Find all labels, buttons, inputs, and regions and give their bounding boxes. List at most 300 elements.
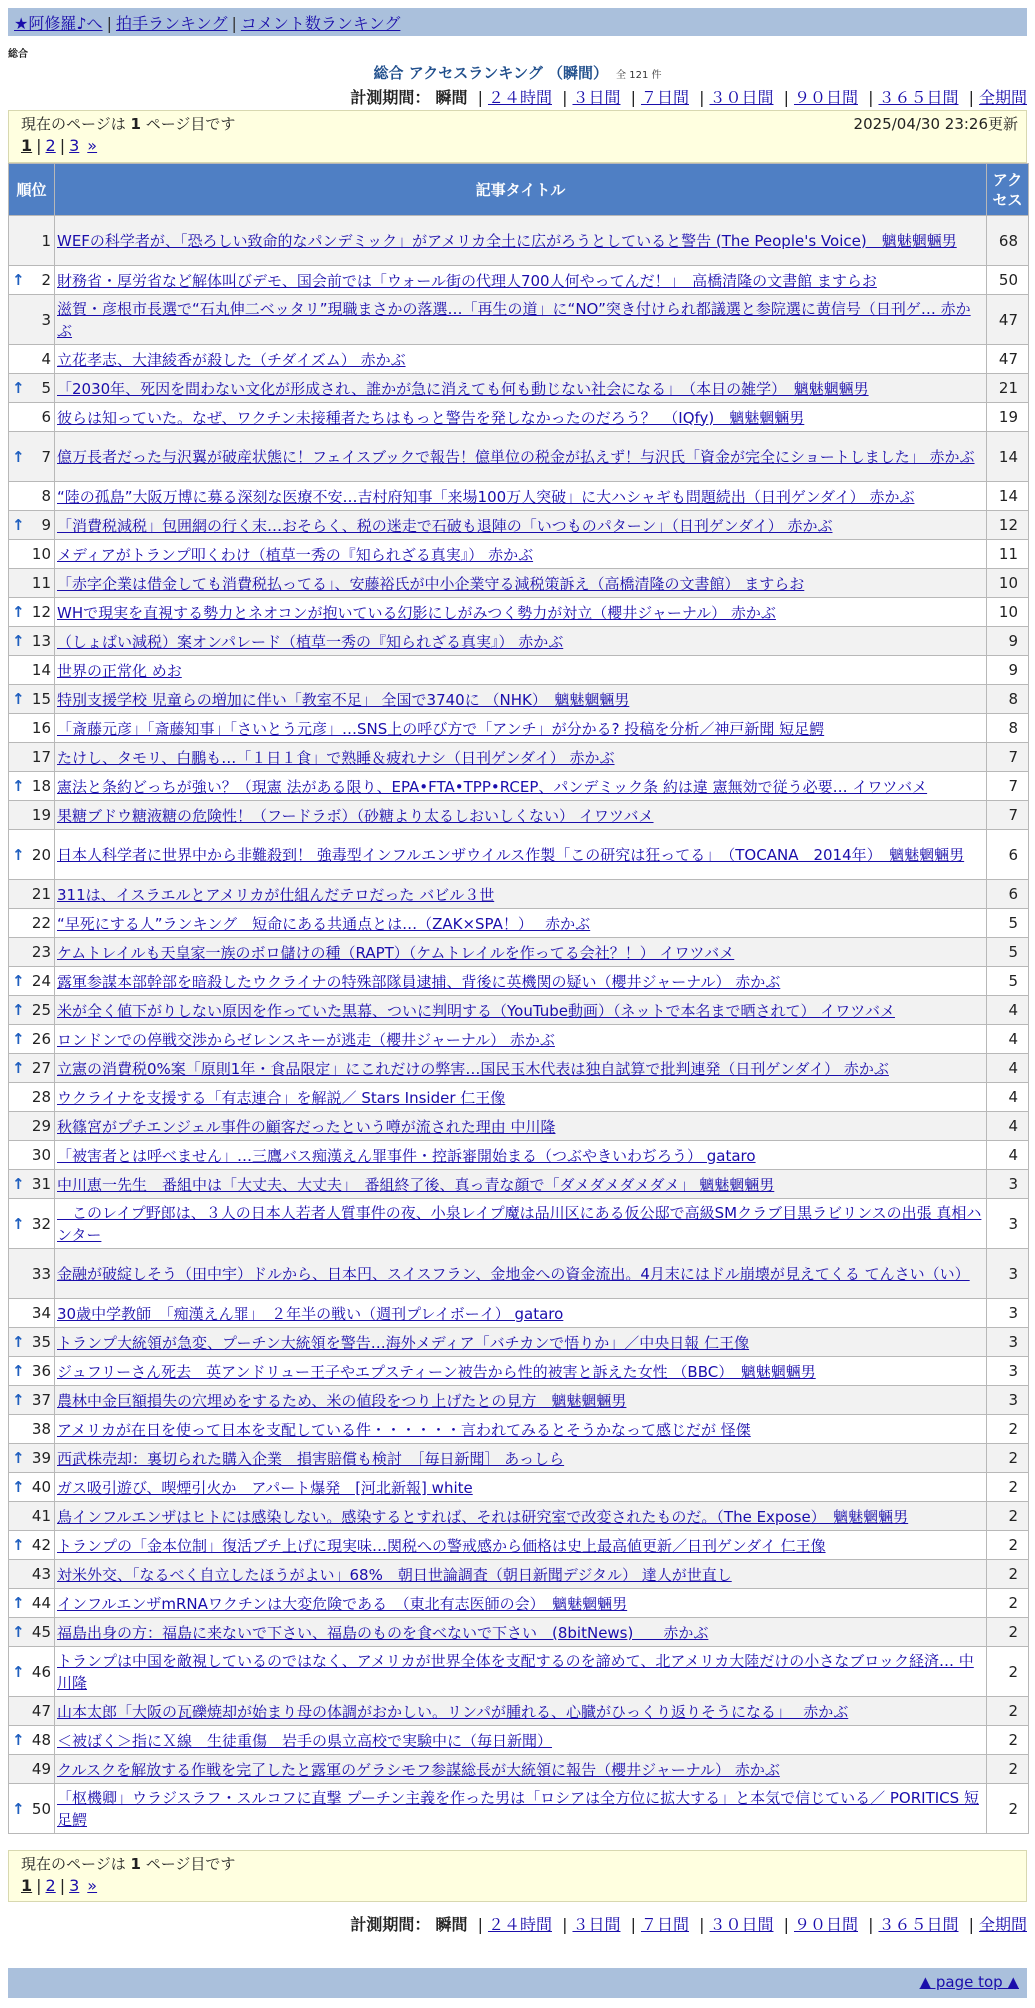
- rank-cell: [9, 1531, 55, 1560]
- rank-cell: [9, 1083, 55, 1112]
- rank-cell: [9, 1141, 55, 1170]
- article-link[interactable]: 特別支援学校 児童らの増加に伴い「教室不足」 全国で3740に （NHK） 魑魅魍魎男: [57, 690, 630, 709]
- rank-cell: [9, 1299, 55, 1328]
- access-count: 3: [987, 1386, 1029, 1415]
- page-title: [0, 62, 1035, 83]
- rank-cell: [9, 627, 55, 656]
- article-link[interactable]: このレイプ野郎は、３人の日本人若者人質事件の夜、小泉レイプ魔は品川区にある仮公邸で高級SMクラブ目黒ラビリンスの出張 真相ハンター: [57, 1203, 982, 1244]
- article-link[interactable]: 憲法と条約どっちが強い？（現憲 法がある限り、EPA•FTA•TPP•RCEP、パンデミック条 約は違 憲無効で従う必要… イワツバメ: [57, 777, 928, 796]
- title-cell: [55, 374, 987, 403]
- table-row: [9, 967, 1029, 996]
- article-link[interactable]: 鳥インフルエンザはヒトには感染しない。感染するとすれば、それは研究室で改変されたものだ。（The Expose） 魑魅魍魎男: [57, 1507, 909, 1526]
- period-365d-link[interactable]: ３６５日間: [878, 1915, 959, 1934]
- rank-cell: [9, 967, 55, 996]
- table-row: [9, 627, 1029, 656]
- access-count: 2: [987, 1531, 1029, 1560]
- rank-cell: [9, 772, 55, 801]
- article-link[interactable]: 秋篠宮がプチエンジェル事件の顧客だったという噂が流された理由 中川隆: [57, 1117, 556, 1136]
- article-link[interactable]: 立花孝志、大津綾香が殺した（チダイズム） 赤かぶ: [57, 350, 406, 369]
- access-count: 7: [987, 743, 1029, 772]
- period-current: 瞬間: [435, 1915, 468, 1934]
- article-link[interactable]: 「赤字企業は借金しても消費税払ってる」、安藤裕氏が中小企業守る減税策訴え（高橋清隆の文書館） ますらお: [57, 574, 805, 593]
- title-cell: [55, 432, 987, 482]
- rank-cell: [9, 685, 55, 714]
- access-count: 47: [987, 295, 1029, 345]
- up-arrow-icon: ↑: [12, 1391, 25, 1409]
- up-arrow-icon: ↑: [12, 1449, 25, 1467]
- article-link[interactable]: ロンドンでの停戦交渉からゼレンスキーが逃走（櫻井ジャーナル） 赤かぶ: [57, 1030, 555, 1049]
- title-cell: [55, 996, 987, 1025]
- table-row: [9, 880, 1029, 909]
- col-rank-header: 順位: [9, 164, 55, 216]
- access-count: 5: [987, 967, 1029, 996]
- title-cell: [55, 685, 987, 714]
- article-link[interactable]: インフルエンザmRNAワクチンは大変危険である （東北有志医師の会） 魑魅魍魎男: [57, 1594, 628, 1613]
- article-link[interactable]: 日本人科学者に世界中から非難殺到！ 強毒型インフルエンザウイルス作製「この研究は狂ってる」 （TOCANA 2014年） 魑魅魍魎男: [57, 845, 965, 864]
- article-link[interactable]: トランプは中国を敵視しているのではなく、アメリカが世界全体を支配するのを諦めて、北アメリカ大陸だけの小さなブロック経済… 中川隆: [57, 1651, 974, 1692]
- up-arrow-icon: ↑: [12, 379, 25, 397]
- page-1-current: 1: [21, 136, 33, 155]
- rank-number: 50: [31, 1799, 51, 1818]
- up-arrow-icon: ↑: [12, 1214, 25, 1233]
- table-row: [9, 1618, 1029, 1647]
- rank-cell: [9, 1755, 55, 1784]
- up-arrow-icon: ↑: [12, 1030, 25, 1048]
- access-count: 6: [987, 830, 1029, 880]
- rank-number: 5: [41, 379, 51, 397]
- article-link[interactable]: 対米外交、「なるべく自立したほうがよい」68% 朝日世論調査（朝日新聞デジタル） 達人が世直し: [57, 1565, 732, 1584]
- up-arrow-icon: ↑: [12, 1799, 25, 1818]
- access-count: 2: [987, 1784, 1029, 1834]
- access-count: 5: [987, 909, 1029, 938]
- rank-number: 9: [41, 516, 51, 534]
- rank-number: 42: [31, 1536, 51, 1554]
- access-count: 3: [987, 1170, 1029, 1199]
- access-count: 2: [987, 1647, 1029, 1697]
- updated-time: 2025/04/30 23:26更新: [853, 115, 1018, 133]
- page-links: 1 | 2 | 3 »: [21, 1876, 98, 1895]
- page-3-link[interactable]: 3: [69, 1876, 80, 1895]
- page-status: [21, 113, 1018, 134]
- table-row: [9, 1083, 1029, 1112]
- access-count: 7: [987, 772, 1029, 801]
- title-cell: [55, 1473, 987, 1502]
- table-row: [9, 266, 1029, 295]
- article-link[interactable]: “早死にする人”ランキング 短命にある共通点とは…（ZAK×SPA！） 赤かぶ: [57, 914, 591, 933]
- rank-number: 11: [31, 574, 51, 592]
- title-cell: [55, 1697, 987, 1726]
- rank-number: 36: [31, 1362, 51, 1380]
- rank-number: 32: [31, 1214, 51, 1233]
- rank-cell: [9, 1444, 55, 1473]
- article-link[interactable]: たけし、タモリ、白鵬も…「１日１食」で熟睡＆疲れナシ（日刊ゲンダイ） 赤かぶ: [57, 748, 615, 767]
- title-cell: [55, 656, 987, 685]
- page-top-link[interactable]: ▲ page top ▲: [919, 1973, 1019, 1991]
- table-row: [9, 1647, 1029, 1697]
- col-title-header: 記事タイトル: [55, 164, 987, 216]
- access-count: 2: [987, 1560, 1029, 1589]
- breadcrumb: 総合: [8, 49, 28, 60]
- table-row: [9, 1054, 1029, 1083]
- access-count: 21: [987, 374, 1029, 403]
- rank-cell: [9, 1647, 55, 1697]
- page-status-pre: 現在のページは: [21, 1855, 126, 1873]
- access-count: 12: [987, 511, 1029, 540]
- rank-cell: [9, 714, 55, 743]
- article-link[interactable]: WEFの科学者が、「恐ろしい致命的なパンデミック」がアメリカ全土に広がろうとしていると警告 (The People's Voice) 魑魅魍魎男: [57, 231, 957, 250]
- rank-number: 21: [31, 885, 51, 903]
- title-cell: [55, 743, 987, 772]
- clap-ranking-link[interactable]: 拍手ランキング: [115, 14, 228, 33]
- table-row: [9, 1025, 1029, 1054]
- table-row: [9, 1415, 1029, 1444]
- article-link[interactable]: 滋賀・彦根市長選で“石丸伸二ベッタリ”現職まさかの落選…「再生の道」に“NO”突き付けられ都議選と参院選に黄信号（日刊ゲ… 赤かぶ: [57, 299, 971, 340]
- rank-cell: [9, 938, 55, 967]
- access-count: 4: [987, 1112, 1029, 1141]
- rank-number: 43: [31, 1565, 51, 1583]
- access-count: 2: [987, 1755, 1029, 1784]
- title-cell: [55, 1112, 987, 1141]
- article-link[interactable]: 「2030年、死因を問わない文化が形成され、誰かが急に消えても何も動じない社会になる」 （本日の雑学） 魑魅魍魎男: [57, 379, 869, 398]
- rank-cell: [9, 1473, 55, 1502]
- table-row: [9, 1112, 1029, 1141]
- table-row: [9, 1328, 1029, 1357]
- table-row: [9, 598, 1029, 627]
- rank-cell: [9, 216, 55, 266]
- table-row: [9, 1755, 1029, 1784]
- table-row: [9, 1502, 1029, 1531]
- article-link[interactable]: ＜被ばく＞指にＸ線 生徒重傷 岩手の県立高校で実験中に（毎日新聞）: [57, 1731, 553, 1750]
- article-link[interactable]: WHで現実を直視する勢力とネオコンが抱いている幻影にしがみつく勢力が対立（櫻井ジャーナル） 赤かぶ: [57, 603, 776, 622]
- article-link[interactable]: 「枢機卿」ウラジスラフ・スルコフに直撃 プーチン主義を作った男は「ロシアは全方位に拡大する」と本気で信じている／ PORITICS 短足鰐: [57, 1788, 979, 1829]
- rank-number: 14: [31, 661, 51, 679]
- up-arrow-icon: ↑: [12, 1001, 25, 1019]
- access-count: 10: [987, 598, 1029, 627]
- table-row: [9, 743, 1029, 772]
- title-cell: [55, 598, 987, 627]
- rank-cell: [9, 801, 55, 830]
- article-link[interactable]: 世界の正常化 めお: [57, 661, 182, 680]
- page-status-post: ページ目です: [145, 1855, 236, 1873]
- article-link[interactable]: “陸の孤島”大阪万博に募る深刻な医療不安…吉村府知事「来場100万人突破」に大ハシャギも問題続出（日刊ゲンダイ） 赤かぶ: [57, 487, 915, 506]
- rank-number: 18: [31, 777, 51, 795]
- article-link[interactable]: 西武株売却：裏切られた購入企業 損害賠償も検討 ［毎日新聞］ あっしら: [57, 1449, 565, 1468]
- title-cell: [55, 1299, 987, 1328]
- table-row: [9, 1726, 1029, 1755]
- title-cell: [55, 295, 987, 345]
- page-2-link[interactable]: 2: [45, 1876, 56, 1895]
- article-link[interactable]: 中川恵一先生 番組中は「大丈夫、大丈夫」 番組終了後、真っ青な顔で「ダメダメダメダメ」 魑魅魍魎男: [57, 1175, 775, 1194]
- access-count: 4: [987, 996, 1029, 1025]
- title-cell: [55, 772, 987, 801]
- table-row: [9, 909, 1029, 938]
- page-status-pre: 現在のページは: [21, 115, 126, 133]
- table-row: [9, 1784, 1029, 1834]
- access-count: 4: [987, 1141, 1029, 1170]
- title-cell: [55, 540, 987, 569]
- period-7d-link[interactable]: ７日間: [640, 1915, 689, 1934]
- up-arrow-icon: ↑: [12, 632, 25, 650]
- period-30d-link[interactable]: ３０日間: [709, 1915, 774, 1934]
- article-link[interactable]: トランプの「金本位制」復活ブチ上げに現実味…関税への警戒感から価格は史上最高値更新／日刊ゲンダイ 仁王像: [57, 1536, 826, 1555]
- article-link[interactable]: 30歳中学教師 「痴漢えん罪」 ２年半の戦い（週刊プレイボーイ） gataro: [57, 1304, 564, 1323]
- access-count: 2: [987, 1473, 1029, 1502]
- rank-number: 15: [31, 690, 51, 708]
- article-link[interactable]: 山本太郎「大阪の瓦礫焼却が始まり母の体調がおかしい。リンパが腫れる、心臓がひっくり返りそうになる」 赤かぶ: [57, 1702, 849, 1721]
- article-link[interactable]: 金融が破綻しそう（田中宇）ドルから、日本円、スイスフラン、金地金への資金流出。4月末にはドル崩壊が見えてくる てんさい（い）: [57, 1264, 970, 1283]
- rank-number: 37: [31, 1391, 51, 1409]
- access-count: 3: [987, 1249, 1029, 1299]
- table-row: [9, 1697, 1029, 1726]
- article-link[interactable]: 米が全く値下がりしない原因を作っていた黒幕、ついに判明する（YouTube動画）（ネットで本名まで晒されて） イワツバメ: [57, 1001, 895, 1020]
- next-page-link[interactable]: »: [87, 136, 98, 155]
- page-status-num: 1: [130, 115, 141, 133]
- ranking-rows: [9, 216, 1029, 1834]
- article-link[interactable]: 「被害者とは呼べません」…三鷹バス痴漢えん罪事件・控訴審開始まる（つぶやきいわぢろう） gataro: [57, 1146, 756, 1165]
- table-row: [9, 1386, 1029, 1415]
- period-7d-link[interactable]: ７日間: [640, 88, 689, 107]
- rank-number: 8: [41, 487, 51, 505]
- title-cell: [55, 1415, 987, 1444]
- rank-cell: [9, 598, 55, 627]
- article-link[interactable]: 財務省・厚労省など解体叫びデモ、国会前では「ウォール街の代理人700人何やってんだ！」 高橋清隆の文書館 ますらお: [57, 271, 877, 290]
- access-count: 2: [987, 1415, 1029, 1444]
- rank-cell: [9, 295, 55, 345]
- access-count: 5: [987, 938, 1029, 967]
- article-link[interactable]: 露軍参謀本部幹部を暗殺したウクライナの特殊部隊員逮捕、背後に英機関の疑い（櫻井ジャーナル） 赤かぶ: [57, 972, 781, 991]
- rank-number: 3: [41, 310, 51, 329]
- table-row: [9, 345, 1029, 374]
- title-cell: [55, 909, 987, 938]
- title-cell: [55, 1647, 987, 1697]
- table-row: [9, 938, 1029, 967]
- rank-number: 25: [31, 1001, 51, 1019]
- access-count: 2: [987, 1726, 1029, 1755]
- page-links: 1 | 2 | 3 »: [21, 136, 98, 155]
- rank-cell: [9, 345, 55, 374]
- rank-cell: [9, 1249, 55, 1299]
- title-cell: [55, 801, 987, 830]
- rank-cell: [9, 1726, 55, 1755]
- rank-number: 26: [31, 1030, 51, 1048]
- period-90d-link[interactable]: ９０日間: [793, 1915, 858, 1934]
- title-cell: [55, 1444, 987, 1473]
- table-row: [9, 1357, 1029, 1386]
- rank-number: 44: [31, 1594, 51, 1612]
- access-count: 4: [987, 1025, 1029, 1054]
- article-link[interactable]: トランプ大統領が急変、プーチン大統領を警告…海外メディア「バチカンで悟りか」／中央日報 仁王像: [57, 1333, 750, 1352]
- title-cell: [55, 714, 987, 743]
- rank-number: 34: [31, 1304, 51, 1322]
- table-row: [9, 374, 1029, 403]
- rank-cell: [9, 1589, 55, 1618]
- access-count: 19: [987, 403, 1029, 432]
- rank-number: 23: [31, 943, 51, 961]
- period-current: 瞬間: [435, 88, 468, 107]
- rank-number: 46: [31, 1662, 51, 1681]
- access-count: 11: [987, 540, 1029, 569]
- title-cell: [55, 1531, 987, 1560]
- comment-ranking-link[interactable]: コメント数ランキング: [240, 14, 401, 33]
- up-arrow-icon: ↑: [12, 1478, 25, 1496]
- period-24h-link[interactable]: ２４時間: [487, 1915, 552, 1934]
- period-selector-bottom: 計測期間： 瞬間 | ２４時間 | ３日間 | ７日間 | ３０日間 | ９０日間 | ３６５日間 | 全期間: [350, 1915, 1027, 1934]
- home-link[interactable]: ★阿修羅♪へ: [14, 14, 103, 33]
- rank-cell: [9, 511, 55, 540]
- rank-number: 7: [41, 447, 51, 466]
- article-link[interactable]: 立憲の消費税0%案「原則1年・食品限定」にこれだけの弊害…国民玉木代表は独自試算で批判連発（日刊ゲンダイ） 赤かぶ: [57, 1059, 889, 1078]
- rank-number: 35: [31, 1333, 51, 1351]
- title-cell: [55, 1726, 987, 1755]
- rank-number: 39: [31, 1449, 51, 1467]
- article-link[interactable]: ケムトレイルも天皇家一族のボロ儲けの種（RAPT）（ケムトレイルを作ってる会社？！） イワツバメ: [57, 943, 735, 962]
- title-cell: [55, 1618, 987, 1647]
- up-arrow-icon: ↑: [12, 845, 25, 864]
- title-cell: [55, 1784, 987, 1834]
- rank-number: 47: [31, 1702, 51, 1720]
- table-row: [9, 1299, 1029, 1328]
- article-link[interactable]: 「消費税減税」包囲網の行く末…おそらく、税の迷走で石破も退陣の「いつものパターン」（日刊ゲンダイ） 赤かぶ: [57, 516, 833, 535]
- article-link[interactable]: ガス吸引遊び、喫煙引火か アパート爆発 [河北新報] white: [57, 1478, 473, 1497]
- title-cell: [55, 482, 987, 511]
- article-link[interactable]: 福島出身の方：福島に来ないで下さい、福島のものを食べないで下さい (8bitNews) 赤かぶ: [57, 1623, 709, 1642]
- article-link[interactable]: メディアがトランプ叩くわけ（植草一秀の『知られざる真実』） 赤かぶ: [57, 545, 534, 564]
- table-row: [9, 432, 1029, 482]
- period-365d-link[interactable]: ３６５日間: [878, 88, 959, 107]
- rank-cell: [9, 743, 55, 772]
- title-cell: [55, 1025, 987, 1054]
- rank-number: 29: [31, 1117, 51, 1135]
- up-arrow-icon: ↑: [12, 603, 25, 621]
- table-row: [9, 1473, 1029, 1502]
- up-arrow-icon: ↑: [12, 1536, 25, 1554]
- period-30d-link[interactable]: ３０日間: [709, 88, 774, 107]
- rank-cell: [9, 569, 55, 598]
- title-cell: [55, 938, 987, 967]
- period-3d-link[interactable]: ３日間: [572, 88, 621, 107]
- rank-cell: [9, 1415, 55, 1444]
- table-row: [9, 685, 1029, 714]
- up-arrow-icon: ↑: [12, 1333, 25, 1351]
- table-row: [9, 1249, 1029, 1299]
- page-status: [21, 1853, 1014, 1874]
- article-link[interactable]: 億万長者だった与沢翼が破産状態に！フェイスブックで報告！億単位の税金が払えず！与沢氏「資金が完全にショートしました」 赤かぶ: [57, 447, 975, 466]
- title-cell: [55, 1083, 987, 1112]
- access-count: 68: [987, 216, 1029, 266]
- rank-number: 6: [41, 408, 51, 426]
- table-row: [9, 830, 1029, 880]
- rank-number: 17: [31, 748, 51, 766]
- period-3d-link[interactable]: ３日間: [572, 1915, 621, 1934]
- rank-number: 38: [31, 1420, 51, 1438]
- up-arrow-icon: ↑: [12, 1662, 25, 1681]
- table-row: [9, 801, 1029, 830]
- up-arrow-icon: ↑: [12, 1731, 25, 1749]
- article-link[interactable]: （しょばい減税）案オンパレード（植草一秀の『知られざる真実』） 赤かぶ: [57, 632, 564, 651]
- rank-number: 27: [31, 1059, 51, 1077]
- rank-number: 12: [31, 603, 51, 621]
- article-link[interactable]: 彼らは知っていた。なぜ、ワクチン未接種者たちはもっと警告を発しなかったのだろう？ （IQfy) 魑魅魍魎男: [57, 408, 805, 427]
- period-label: 計測期間：: [350, 88, 431, 107]
- up-arrow-icon: ↑: [12, 690, 25, 708]
- page-status-num: 1: [130, 1855, 141, 1873]
- title-cell: [55, 1054, 987, 1083]
- title-cell: [55, 511, 987, 540]
- pager-bottom: [8, 1850, 1027, 1902]
- rank-cell: [9, 1112, 55, 1141]
- access-count: 9: [987, 656, 1029, 685]
- table-row: [9, 511, 1029, 540]
- title-cell: [55, 216, 987, 266]
- period-24h-link[interactable]: ２４時間: [487, 88, 552, 107]
- table-row: [9, 1444, 1029, 1473]
- access-count: 2: [987, 1589, 1029, 1618]
- access-count: 10: [987, 569, 1029, 598]
- up-arrow-icon: ↑: [12, 447, 25, 466]
- table-row: [9, 403, 1029, 432]
- rank-cell: [9, 432, 55, 482]
- article-link[interactable]: ジュフリーさん死去 英アンドリュー王子やエプスティーン被告から性的被害と訴えた女性 （BBC） 魑魅魍魎男: [57, 1362, 816, 1381]
- rank-number: 31: [31, 1175, 51, 1193]
- next-page-link[interactable]: »: [87, 1876, 98, 1895]
- title-cell: [55, 1249, 987, 1299]
- title-cell: [55, 1328, 987, 1357]
- title-cell: [55, 1141, 987, 1170]
- rank-cell: [9, 482, 55, 511]
- article-link[interactable]: 農林中金巨額損失の穴埋めをするため、米の値段をつり上げたとの見方 魑魅魍魎男: [57, 1391, 627, 1410]
- nav-separator: |: [231, 14, 237, 33]
- page-3-link[interactable]: 3: [69, 136, 80, 155]
- title-cell: [55, 345, 987, 374]
- period-all-link[interactable]: 全期間: [978, 1915, 1027, 1934]
- rank-number: 28: [31, 1088, 51, 1106]
- period-all-link[interactable]: 全期間: [978, 88, 1027, 107]
- up-arrow-icon: ↑: [12, 1623, 25, 1641]
- table-row: [9, 1589, 1029, 1618]
- access-count: 7: [987, 801, 1029, 830]
- title-cell: [55, 1502, 987, 1531]
- rank-cell: [9, 909, 55, 938]
- article-link[interactable]: アメリカが在日を使って日本を支配している件・・・・・・言われてみるとそうかなって感じだが 怪傑: [57, 1420, 751, 1439]
- table-row: [9, 569, 1029, 598]
- title-cell: [55, 1170, 987, 1199]
- article-link[interactable]: クルスクを解放する作戦を完了したと露軍のゲラシモフ参謀総長が大統領に報告（櫻井ジャーナル） 赤かぶ: [57, 1760, 780, 1779]
- table-row: [9, 295, 1029, 345]
- title-cell: [55, 1199, 987, 1249]
- article-link[interactable]: 果糖ブドウ糖液糖の危険性！（フードラボ）（砂糖より太るしおいしくない） イワツバメ: [57, 806, 654, 825]
- rank-cell: [9, 1502, 55, 1531]
- rank-cell: [9, 374, 55, 403]
- rank-number: 1: [41, 231, 51, 250]
- col-access-header: アクセス: [987, 164, 1029, 216]
- article-link[interactable]: 「斎藤元彦」「斎藤知事」「さいとう元彦」…SNS上の呼び方で「アンチ」が分かる? 投稿を分析／神戸新聞 短足鰐: [57, 719, 825, 738]
- rank-number: 30: [31, 1146, 51, 1164]
- title-cell: [55, 1755, 987, 1784]
- period-90d-link[interactable]: ９０日間: [793, 88, 858, 107]
- up-arrow-icon: ↑: [12, 972, 25, 990]
- article-link[interactable]: ウクライナを支援する「有志連合」を解説／ Stars Insider 仁王像: [57, 1088, 506, 1107]
- up-arrow-icon: ↑: [12, 516, 25, 534]
- access-count: 6: [987, 880, 1029, 909]
- table-row: [9, 482, 1029, 511]
- up-arrow-icon: ↑: [12, 271, 25, 289]
- access-count: 9: [987, 627, 1029, 656]
- access-count: 8: [987, 685, 1029, 714]
- rank-number: 16: [31, 719, 51, 737]
- page-2-link[interactable]: 2: [45, 136, 56, 155]
- article-link[interactable]: 311は、イスラエルとアメリカが仕組んだテロだった バビル３世: [57, 885, 495, 904]
- rank-cell: [9, 403, 55, 432]
